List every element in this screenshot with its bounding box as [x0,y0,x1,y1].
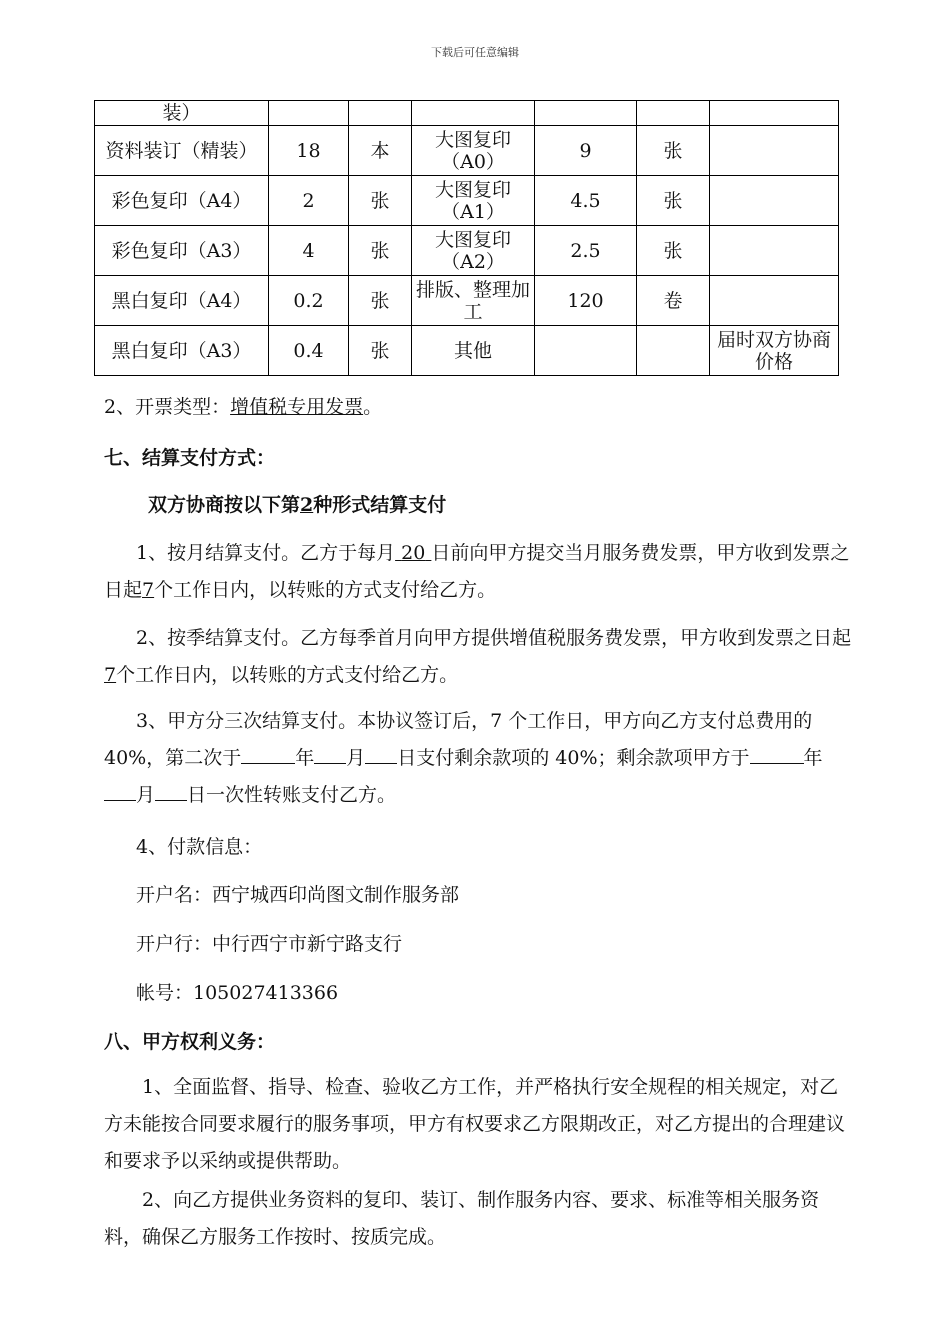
table-cell: 0.4 [269,326,349,376]
table-cell: 大图复印（A1） [412,176,535,226]
table-row [95,176,839,226]
table-row [95,101,839,126]
table-cell: 2 [269,176,349,226]
table-cell: 张 [637,226,710,276]
table-cell: 黑白复印（A3） [95,326,269,376]
table-cell: 资料装订（精装） [95,126,269,176]
table-cell: 黑白复印（A4） [95,276,269,326]
table-cell [637,326,710,376]
payment-option-1: 1、按月结算支付。乙方于每月 20 日前向甲方提交当月服务费发票，甲方收到发票之日起7个工作日内，以转账的方式支付给乙方。 [104,542,850,601]
table-row [95,326,839,376]
table-cell: 120 [535,276,637,326]
section7-heading: 七、结算支付方式： [104,447,276,469]
payment-option-3: 3、甲方分三次结算支付。本协议签订后，7 个工作日，甲方向乙方支付总费用的 40%，第二次于 年 月 日支付剩余款项的 40%；剩余款项甲方于 年月 日一次性转账支付乙方。 [104,710,823,806]
settlement-option-number: 2 [300,494,314,516]
table-cell [710,276,839,326]
table-cell [535,326,637,376]
table-cell: 0.2 [269,276,349,326]
account-number: 帐号：105027413366 [136,982,339,1004]
table-cell [710,176,839,226]
table-row [95,276,839,326]
table-cell: 4 [269,226,349,276]
table-cell [349,101,412,126]
section8-heading: 八、甲方权利义务： [104,1031,276,1053]
party-a-duty-2: 2、向乙方提供业务资料的复印、装订、制作服务内容、要求、标准等相关服务资料，确保乙方服务工作按时、按质完成。 [104,1189,820,1248]
table-cell: 大图复印（A0） [412,126,535,176]
table-cell [269,101,349,126]
table-cell: 张 [349,326,412,376]
table-cell [710,226,839,276]
table-cell: 张 [637,176,710,226]
account-name: 开户名：西宁城西印尚图文制作服务部 [136,884,460,906]
table-cell: 卷 [637,276,710,326]
table-cell: 其他 [412,326,535,376]
table-cell [637,101,710,126]
table-cell: 排版、整理加工 [412,276,535,326]
invoice-label: 2、开票类型： [104,396,231,418]
table-cell [535,101,637,126]
invoice-value: 增值税专用发票 [230,396,364,418]
settlement-option-line: 双方协商按以下第2种形式结算支付 [148,494,447,516]
invoice-type-line: 2、开票类型：增值税专用发票。 [104,396,383,418]
table-cell: 4.5 [535,176,637,226]
bank-name: 开户行：中行西宁市新宁路支行 [136,933,403,955]
table-cell: 18 [269,126,349,176]
table-cell [710,101,839,126]
table-cell: 2.5 [535,226,637,276]
table-cell: 大图复印（A2） [412,226,535,276]
table-row [95,126,839,176]
party-a-duty-1: 1、全面监督、指导、检查、验收乙方工作，并严格执行安全规程的相关规定，对乙方未能按合同要求履行的服务事项，甲方有权要求乙方限期改正，对乙方提出的合理建议和要求予以采纳或提供帮助。 [104,1076,846,1172]
table-cell: 张 [349,176,412,226]
payment-option-2: 2、按季结算支付。乙方每季首月向甲方提供增值税服务费发票，甲方收到发票之日起7个工作日内，以转账的方式支付给乙方。 [104,627,852,686]
table-cell [412,101,535,126]
table-cell [710,126,839,176]
price-table [94,100,839,376]
page-header: 下载后可任意编辑 [431,46,519,59]
table-cell: 彩色复印（A3） [95,226,269,276]
table-row [95,226,839,276]
table-cell: 张 [637,126,710,176]
table-cell: 彩色复印（A4） [95,176,269,226]
table-cell: 届时双方协商价格 [710,326,839,376]
table-cell: 9 [535,126,637,176]
payment-info-heading: 4、付款信息： [136,836,263,858]
table-cell: 装） [95,101,269,126]
table-cell: 本 [349,126,412,176]
table-cell: 张 [349,276,412,326]
table-cell: 张 [349,226,412,276]
